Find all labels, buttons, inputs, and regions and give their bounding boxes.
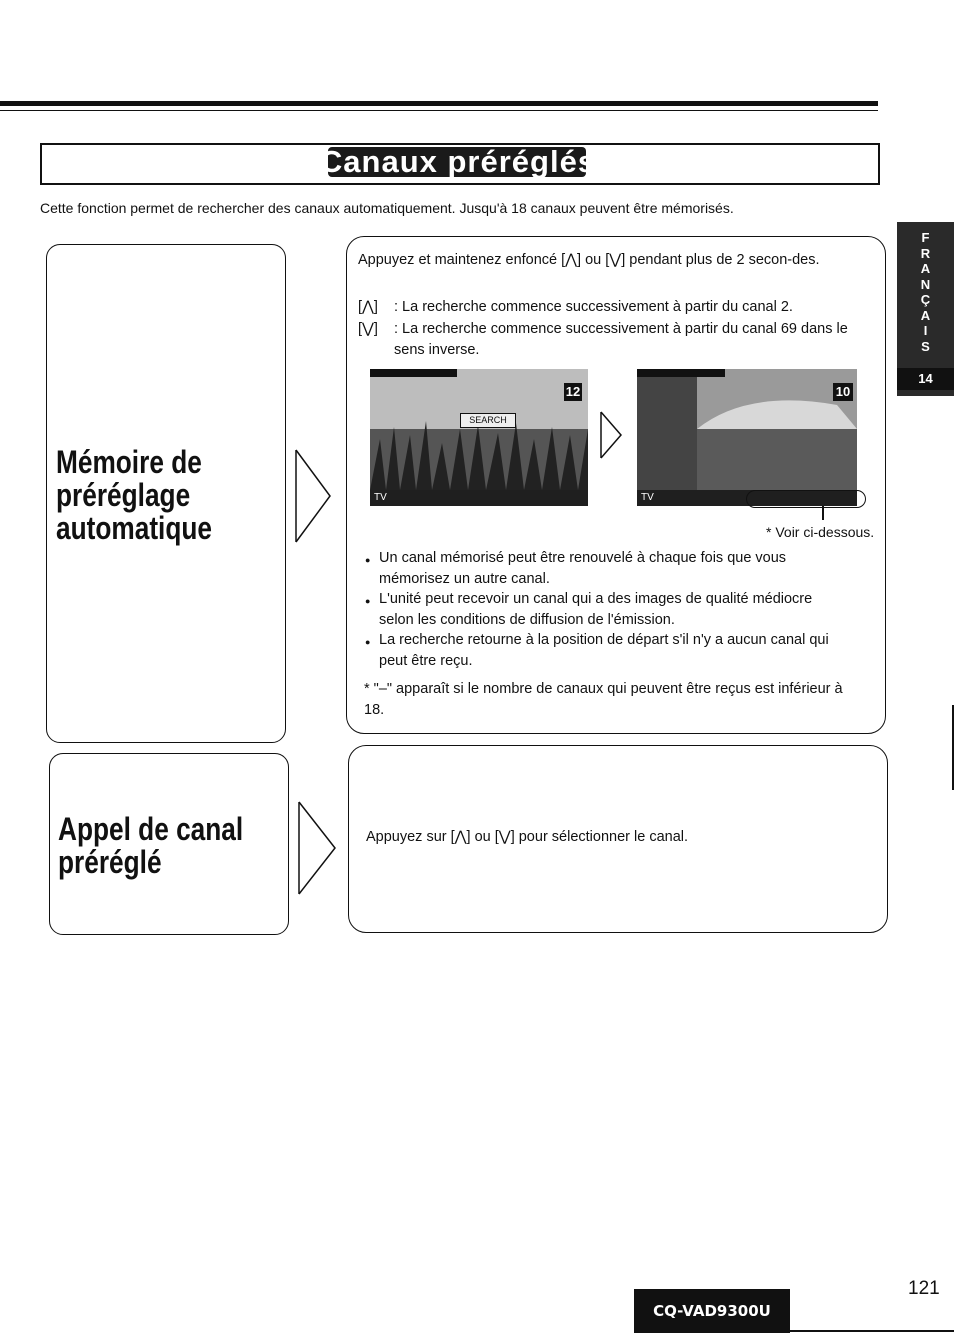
section2-instruction: Appuyez sur [⋀] ou [⋁] pour sélectionner le canal. xyxy=(366,829,689,845)
callout-line xyxy=(822,506,824,520)
section1-heading: Mémoire de préréglage automatique xyxy=(56,444,212,546)
arrow-small-icon xyxy=(599,410,625,460)
channel-badge: 10 xyxy=(833,383,853,401)
tv-screen-result xyxy=(637,369,857,506)
up-key-label: [⋀] xyxy=(358,299,378,315)
intro-text: Cette fonction permet de rechercher des canaux automatiquement. Jusqu'à 18 canaux peuvent être mémorisés. xyxy=(40,200,734,216)
channel-badge: 12 xyxy=(565,384,581,399)
top-rule-thin xyxy=(0,110,878,111)
footnote: * "–" apparaît si le nombre de canaux qui peuvent être reçus est inférieur à 18. xyxy=(364,681,843,718)
model-badge: CQ-VAD9300U xyxy=(634,1289,790,1333)
language-tab-letters: F R A N Ç A I S xyxy=(920,230,931,354)
arrow-right-icon xyxy=(297,800,339,896)
footnote-reference: * Voir ci-dessous. xyxy=(766,524,875,540)
page-number: 121 xyxy=(908,1278,940,1299)
landscape-image xyxy=(637,369,857,506)
list-item: ● La recherche retourne à la position de départ s'il n'y a aucun canal qui peut être reçu. xyxy=(379,630,859,672)
screen-status-bar: TV xyxy=(370,490,588,506)
screen-top-bar xyxy=(637,369,725,377)
arrow-right-icon xyxy=(294,448,334,544)
list-item: ● L'unité peut recevoir un canal qui a des images de qualité médiocre selon les conditions de diffusion de l'émission. xyxy=(379,589,849,631)
screen-top-bar xyxy=(370,369,457,377)
down-key-label: [⋁] xyxy=(358,321,378,337)
language-tab-number: 14 xyxy=(897,368,954,390)
top-rule xyxy=(0,101,878,106)
list-item: ● Un canal mémorisé peut être renouvelé à chaque fois que vous mémorisez un autre canal. xyxy=(379,548,839,590)
search-label: SEARCH xyxy=(460,413,516,428)
section2-heading: Appel de canal préréglé xyxy=(58,811,244,880)
tv-screen-search xyxy=(370,369,588,506)
section1-instruction: Appuyez et maintenez enfoncé [⋀] ou [⋁] pendant plus de 2 secon-des. xyxy=(358,252,820,268)
bottom-rule xyxy=(790,1330,954,1332)
grass-image xyxy=(370,369,588,506)
down-key-description: : La recherche commence successivement à partir du canal 69 dans le sens inverse. xyxy=(394,321,848,358)
up-key-description: : La recherche commence successivement à partir du canal 2. xyxy=(394,299,793,315)
page-title: Canaux préréglés xyxy=(319,144,597,179)
language-tab xyxy=(897,222,954,396)
preset-indicator-highlight xyxy=(746,490,866,508)
screen-status-bar: TV xyxy=(637,490,857,506)
